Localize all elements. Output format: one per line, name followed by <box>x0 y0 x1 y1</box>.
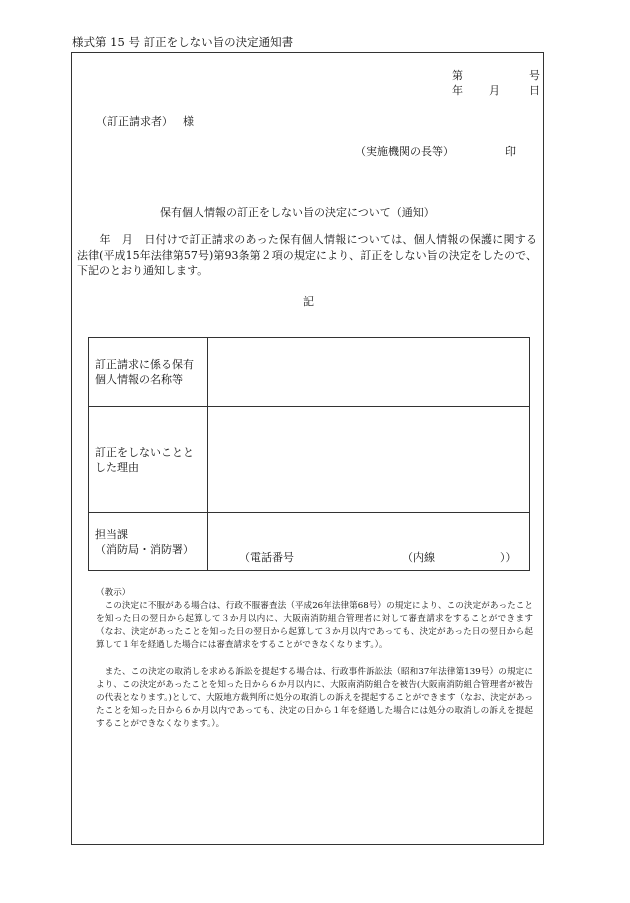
instructions-heading: （教示） <box>96 588 131 598</box>
phone-label: （電話番号 <box>239 551 294 564</box>
row1-label-cell <box>89 338 208 407</box>
ki-label: 記 <box>303 295 314 308</box>
row3-label-b: （消防局・消防署） <box>95 542 194 556</box>
extension-label: （内線 <box>402 551 435 564</box>
addressee-honorific: 様 <box>183 115 194 128</box>
row2-label: 訂正をしないこととした理由 <box>95 445 194 474</box>
row2-label-cell <box>89 407 208 513</box>
close-parens: ）） <box>500 551 517 564</box>
info-table <box>88 337 530 571</box>
document-title: 保有個人情報の訂正をしない旨の決定について（通知） <box>160 206 435 219</box>
doc-number-dai: 第 <box>452 69 463 82</box>
row3-label-cell <box>89 513 208 571</box>
table-row <box>89 407 530 513</box>
table-row <box>89 338 530 407</box>
doc-number-go: 号 <box>529 69 540 82</box>
table-row <box>89 513 530 571</box>
row2-value-cell <box>208 407 530 513</box>
issuer-name: （実施機関の長等） <box>355 145 454 158</box>
row3-label-a: 担当課 <box>95 527 128 541</box>
instructions-para2: また、この決定の取消しを求める訴訟を提起する場合は、行政事件訴訟法（昭和37年法律第139号）の規定により、この決定があったことを知った日から６か月以内に、大阪南消防組合を被告(大阪南消防組合管理者が被告の代表となります。)として、大阪地方裁判所に処分の取消しの訴えを提起することができます（なお、決定があったことを知った日から６か月以内であっても、決定の日から１年を経過した場合には処分の取消しの訴えを提起することができなくなります。）。 <box>96 667 533 729</box>
date-month: 月 <box>489 84 500 97</box>
date-day: 日 <box>529 84 540 97</box>
form-number: 様式第 15 号 訂正をしない旨の決定通知書 <box>72 35 294 49</box>
row1-value-cell <box>208 338 530 407</box>
row1-label: 訂正請求に係る保有個人情報の名称等 <box>95 358 194 386</box>
addressee-name: （訂正請求者） <box>96 115 173 128</box>
body-text: 年 月 日付けで訂正請求のあった保有個人情報については、個人情報の保護に関する法律(平成15年法律第57号)第93条第２項の規定により、訂正をしない旨の決定をしたので、下記のとおり通知します。 <box>77 233 537 277</box>
date-year: 年 <box>452 84 463 97</box>
instructions-para1: この決定に不服がある場合は、行政不服審査法（平成26年法律第68号）の規定により、この決定があったことを知った日の翌日から起算して３か月以内に、大阪南消防組合管理者に対して審査請求をすることができます（なお、決定があったことを知った日の翌日から起算して３か月以内であっても、決定があった日の翌日から起算して１年を経過した場合には審査請求をすることができなくなります。）。 <box>96 601 533 650</box>
issuer-seal: 印 <box>505 145 516 158</box>
row3-value-cell <box>208 513 530 571</box>
